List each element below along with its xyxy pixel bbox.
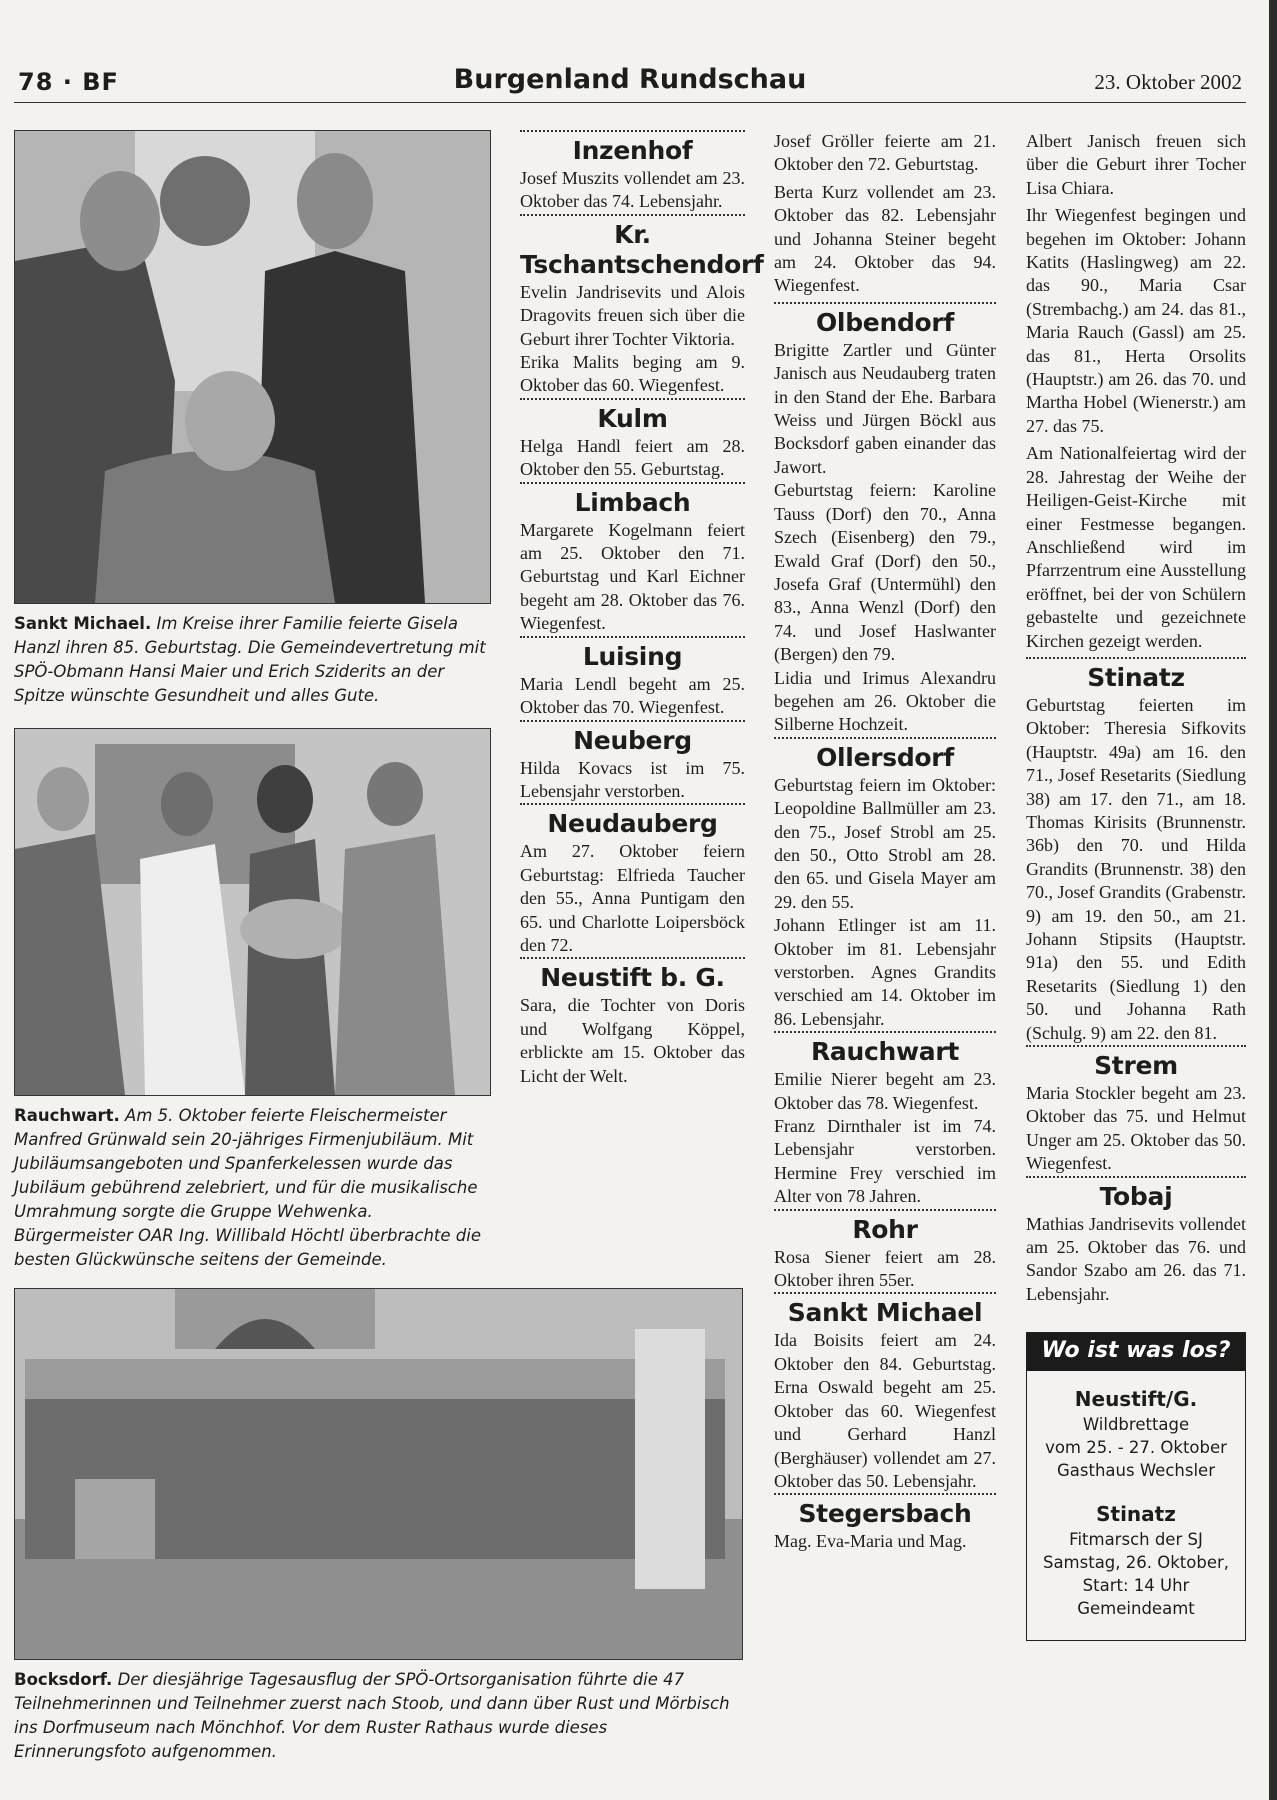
caption-bocksdorf: Bocksdorf. Der diesjährige Tagesausflug der SPÖ-Ortsorganisation führte die 47 Teilnehmerinnen und Teilnehmer zuerst nach Stoob, und dann über Rust und Mörbisch ins Dorfmuseum nach Mönchhof. Vor dem Ruster Rathaus wurde dieses Erinnerungsfoto aufgenommen. (14, 1670, 730, 1761)
column-3 (1026, 130, 1246, 1641)
section-neustift (520, 957, 745, 1088)
event-line: vom 25. - 27. Oktober (1045, 1437, 1227, 1457)
section-title: Strem (1094, 1051, 1178, 1081)
masthead (14, 64, 1246, 103)
dotted-separator (520, 482, 745, 484)
section-neuberg (520, 720, 745, 804)
dotted-separator (774, 1209, 996, 1211)
caption-sankt-michael: Sankt Michael. Im Kreise ihrer Familie feierte Gisela Hanzl ihren 85. Geburtstag. Die Gemeindevertretung mit SPÖ-Obmann Hansi Maier und Erich Sziderits an der Spitze wünschte Gesundheit und alles Gute. (14, 614, 486, 705)
section-text: Lidia und Irimus Alexandru begehen am 26. Oktober die Silberne Hochzeit. (774, 667, 996, 735)
section-title: Stegersbach (798, 1499, 972, 1529)
section-text: Hilda Kovacs ist im 75. Lebensjahr verstorben. (520, 757, 745, 801)
section-title: Luising (582, 641, 683, 671)
section-text: Erika Malits beging am 9. Oktober das 60. Wiegenfest. (520, 352, 745, 396)
section-text: Geburtstag feiern: Karoline Tauss (Dorf) den 70., Anna Szech (Eisenberg) den 79., Ewald Graf (Dorf) den 50., Josefa Graf (Untermühl) den 83., Anna Wenzl (Dorf) den 74. und Josef Haslwanter (Bergen) den 79. (774, 480, 996, 665)
event-place: Neustift/G. (1074, 1386, 1198, 1411)
section-text: Am 27. Oktober feiern Geburtstag: Elfrieda Taucher den 55., Anna Puntigam den 65. und Charlotte Loipersböck den 72. (520, 841, 745, 955)
page-number: 78 · BF (18, 68, 119, 96)
event-line: Fitmarsch der SJ (1069, 1529, 1203, 1549)
section-text: Johann Etlinger ist am 11. Oktober im 81. Lebensjahr verstorben. Agnes Grandits verschied am 14. Oktober im 86. Lebensjahr. (774, 915, 996, 1029)
section-text: Brigitte Zartler und Günter Janisch aus Neudauberg traten in den Stand der Ehe. Barbara Weiss und Jürgen Böckl aus Bocksdorf gaben einander das Jawort. (774, 339, 996, 477)
section-title: Rohr (852, 1214, 918, 1244)
dotted-separator (774, 1031, 996, 1033)
events-box-title: Wo ist was los? (1027, 1333, 1245, 1370)
section-text: Franz Dirnthaler ist im 74. Lebensjahr verstorben. Hermine Frey verschied im Alter von 78 Jahren. (774, 1116, 996, 1207)
section-title: Olbendorf (815, 307, 955, 337)
event-line: Gemeindeamt (1077, 1598, 1195, 1618)
section-sankt-michael (774, 1292, 996, 1493)
section-text: Geburtstag feierten im Oktober: Theresia Sifkovits (Hauptstr. 49a) am 16. den 71., Josef Resetarits (Siedlung 38) am 17. den 71., am 18. Thomas Kirisits (Brunnenstr. 36b) den 70. und Hilda Grandits (Brunnenstr. 38) den 70., Josef Grandits (Grabenstr. 9) am 19. den 50., am 21. Johann Stipsits (Hauptstr. 91a) den 55. und Edith Resetarits (Siedlung 1) den 50. und Johanna Rath (Schulg. 9) am 22. den 81. (1026, 694, 1246, 1043)
section-title: Limbach (574, 487, 691, 517)
event-line: Samstag, 26. Oktober, (1042, 1552, 1230, 1572)
section-rauchwart (774, 1031, 996, 1208)
section-text: Ida Boisits feiert am 24. Oktober den 84. Geburtstag. Erna Oswald begeht am 25. Oktober das 60. Wiegenfest und Gerhard Hanzl (Berghäuser) vollendet am 27. Oktober das 50. Lebensjahr. (774, 1330, 996, 1491)
photo-rauchwart (14, 728, 491, 1096)
dotted-separator (520, 957, 745, 959)
section-text: Helga Handl feiert am 28. Oktober den 55. Geburtstag. (520, 435, 745, 480)
column-2 (774, 130, 996, 1554)
dotted-separator (1026, 1045, 1246, 1047)
dotted-separator (520, 803, 745, 805)
section-text: Mag. Eva-Maria und Mag. (774, 1531, 967, 1552)
section-rohr (774, 1209, 996, 1293)
event-item (1033, 1500, 1239, 1620)
section-text: Emilie Nierer begeht am 23. Oktober das 78. Wiegenfest. (774, 1069, 996, 1113)
continued-text: Am Nationalfeiertag wird der 28. Jahrestag der Weihe der Heiligen-Geist-Kirche mit einer Festmesse begangen. Anschließend wird im Pfarrzentrum eine Ausstellung eröffnet, bei der von Schülern gebastelte und gezeichnete Kirchen gezeigt werden. (1026, 443, 1246, 651)
dotted-separator (774, 1493, 996, 1495)
section-title: Ollersdorf (816, 742, 954, 772)
continued-text: Josef Gröller feierte am 21. Oktober den 72. Geburtstag. (774, 131, 996, 175)
newspaper-title: Burgenland Rundschau (453, 64, 807, 95)
section-title: Kulm (597, 403, 668, 433)
dotted-separator (774, 1292, 996, 1294)
section-title: Kr. Tschantschendorf (520, 219, 764, 279)
section-luising (520, 636, 745, 720)
photo-rauchwart-image (15, 729, 490, 1095)
continued-text: Ihr Wiegenfest begingen und begehen im Oktober: Johann Katits (Haslingweg) am 22. das 90., Maria Csar (Strembachg.) am 24. das 81., Maria Rauch (Gassl) am 25. das 81., Herta Orsolits (Hauptstr.) am 26. das 70. und Martha Hobel (Wienerstr.) am 27. das 75. (1026, 205, 1246, 436)
dotted-separator (774, 737, 996, 739)
dotted-separator (520, 636, 745, 638)
event-place: Stinatz (1096, 1501, 1176, 1526)
events-box (1026, 1332, 1246, 1640)
section-text: Maria Lendl begeht am 25. Oktober das 70. Wiegenfest. (520, 673, 745, 718)
continued-text: Albert Janisch freuen sich über die Geburt ihrer Tocher Lisa Chiara. (1026, 131, 1246, 198)
section-title: Stinatz (1087, 662, 1185, 692)
event-line: Wildbrettage (1082, 1414, 1190, 1434)
page-edge (1269, 0, 1277, 1800)
section-stinatz (1026, 657, 1246, 1045)
event-line: Gasthaus Wechsler (1057, 1460, 1215, 1480)
section-text: Josef Muszits vollendet am 23. Oktober das 74. Lebensjahr. (520, 168, 745, 212)
section-ollersdorf (774, 737, 996, 1031)
section-title: Rauchwart (810, 1037, 960, 1067)
section-text: Maria Stockler begeht am 23. Oktober das 75. und Helmut Unger am 25. Oktober das 50. Wiegenfest. (1026, 1083, 1246, 1174)
section-title: Neudauberg (547, 809, 718, 839)
dotted-separator (1026, 657, 1246, 659)
section-title: Neustift b. G. (540, 963, 725, 993)
column-1 (520, 130, 764, 1088)
section-olbendorf (774, 302, 996, 737)
events-box-body (1027, 1371, 1245, 1640)
section-text: Geburtstag feiern im Oktober: Leopoldine Ballmüller am 23. den 75., Josef Strobl am 25. den 50., Otto Strobl am 28. den 65. und Gisela Mayer am 29. den 55. (774, 774, 996, 912)
dotted-separator (774, 302, 996, 304)
section-title: Inzenhof (572, 136, 693, 165)
section-stegersbach (774, 1493, 996, 1553)
dotted-separator (520, 398, 745, 400)
dotted-separator (520, 214, 745, 216)
event-line: Start: 14 Uhr (1082, 1575, 1190, 1595)
event-item (1033, 1385, 1239, 1482)
section-kulm (520, 398, 745, 482)
photo-bocksdorf-group (14, 1288, 743, 1660)
dotted-separator (520, 720, 745, 722)
photo-bocksdorf-group-image (15, 1289, 742, 1659)
section-text: Evelin Jandrisevits und Alois Dragovits freuen sich über die Geburt ihrer Tochter Viktoria. (520, 281, 745, 349)
section-text: Sara, die Tochter von Doris und Wolfgang Köppel, erblickte am 15. Oktober das Licht der Welt. (520, 995, 745, 1086)
dotted-separator (520, 130, 745, 132)
photo-sankt-michael-image (15, 131, 490, 603)
section-tobaj (1026, 1176, 1246, 1307)
caption-rauchwart: Rauchwart. Am 5. Oktober feierte Fleischermeister Manfred Grünwald sein 20-jähriges Firmenjubiläum. Mit Jubiläumsangeboten und Spanferkelessen wurde das Jubiläum gebührend zelebriert, und für die musikalische Umrahmung sorgte die Gruppe Wehwenka. Bürgermeister OAR Ing. Willibald Höchtl überbrachte die besten Glückwünsche seitens der Gemeinde. (14, 1106, 482, 1269)
section-text: Rosa Siener feiert am 28. Oktober ihren 55er. (774, 1246, 996, 1291)
section-kr-tschantschendorf (520, 214, 764, 398)
section-neudauberg (520, 803, 745, 957)
section-title: Tobaj (1099, 1181, 1173, 1211)
section-title: Sankt Michael (787, 1298, 983, 1328)
section-limbach (520, 482, 745, 636)
section-inzenhof (520, 130, 745, 214)
photo-sankt-michael (14, 130, 491, 604)
section-text: Margarete Kogelmann feiert am 25. Oktober den 71. Geburtstag und Karl Eichner begeht am 28. Oktober das 76. Wiegenfest. (520, 519, 745, 634)
issue-date: 23. Oktober 2002 (1094, 70, 1242, 94)
section-strem (1026, 1045, 1246, 1176)
continued-text: Berta Kurz vollendet am 23. Oktober das 82. Lebensjahr und Johanna Steiner begeht am 24. Oktober das 94. Wiegenfest. (774, 181, 996, 296)
section-title: Neuberg (573, 725, 692, 755)
dotted-separator (1026, 1176, 1246, 1178)
section-text: Mathias Jandrisevits vollendet am 25. Oktober das 76. und Sandor Szabo am 26. das 71. Lebensjahr. (1026, 1213, 1246, 1304)
